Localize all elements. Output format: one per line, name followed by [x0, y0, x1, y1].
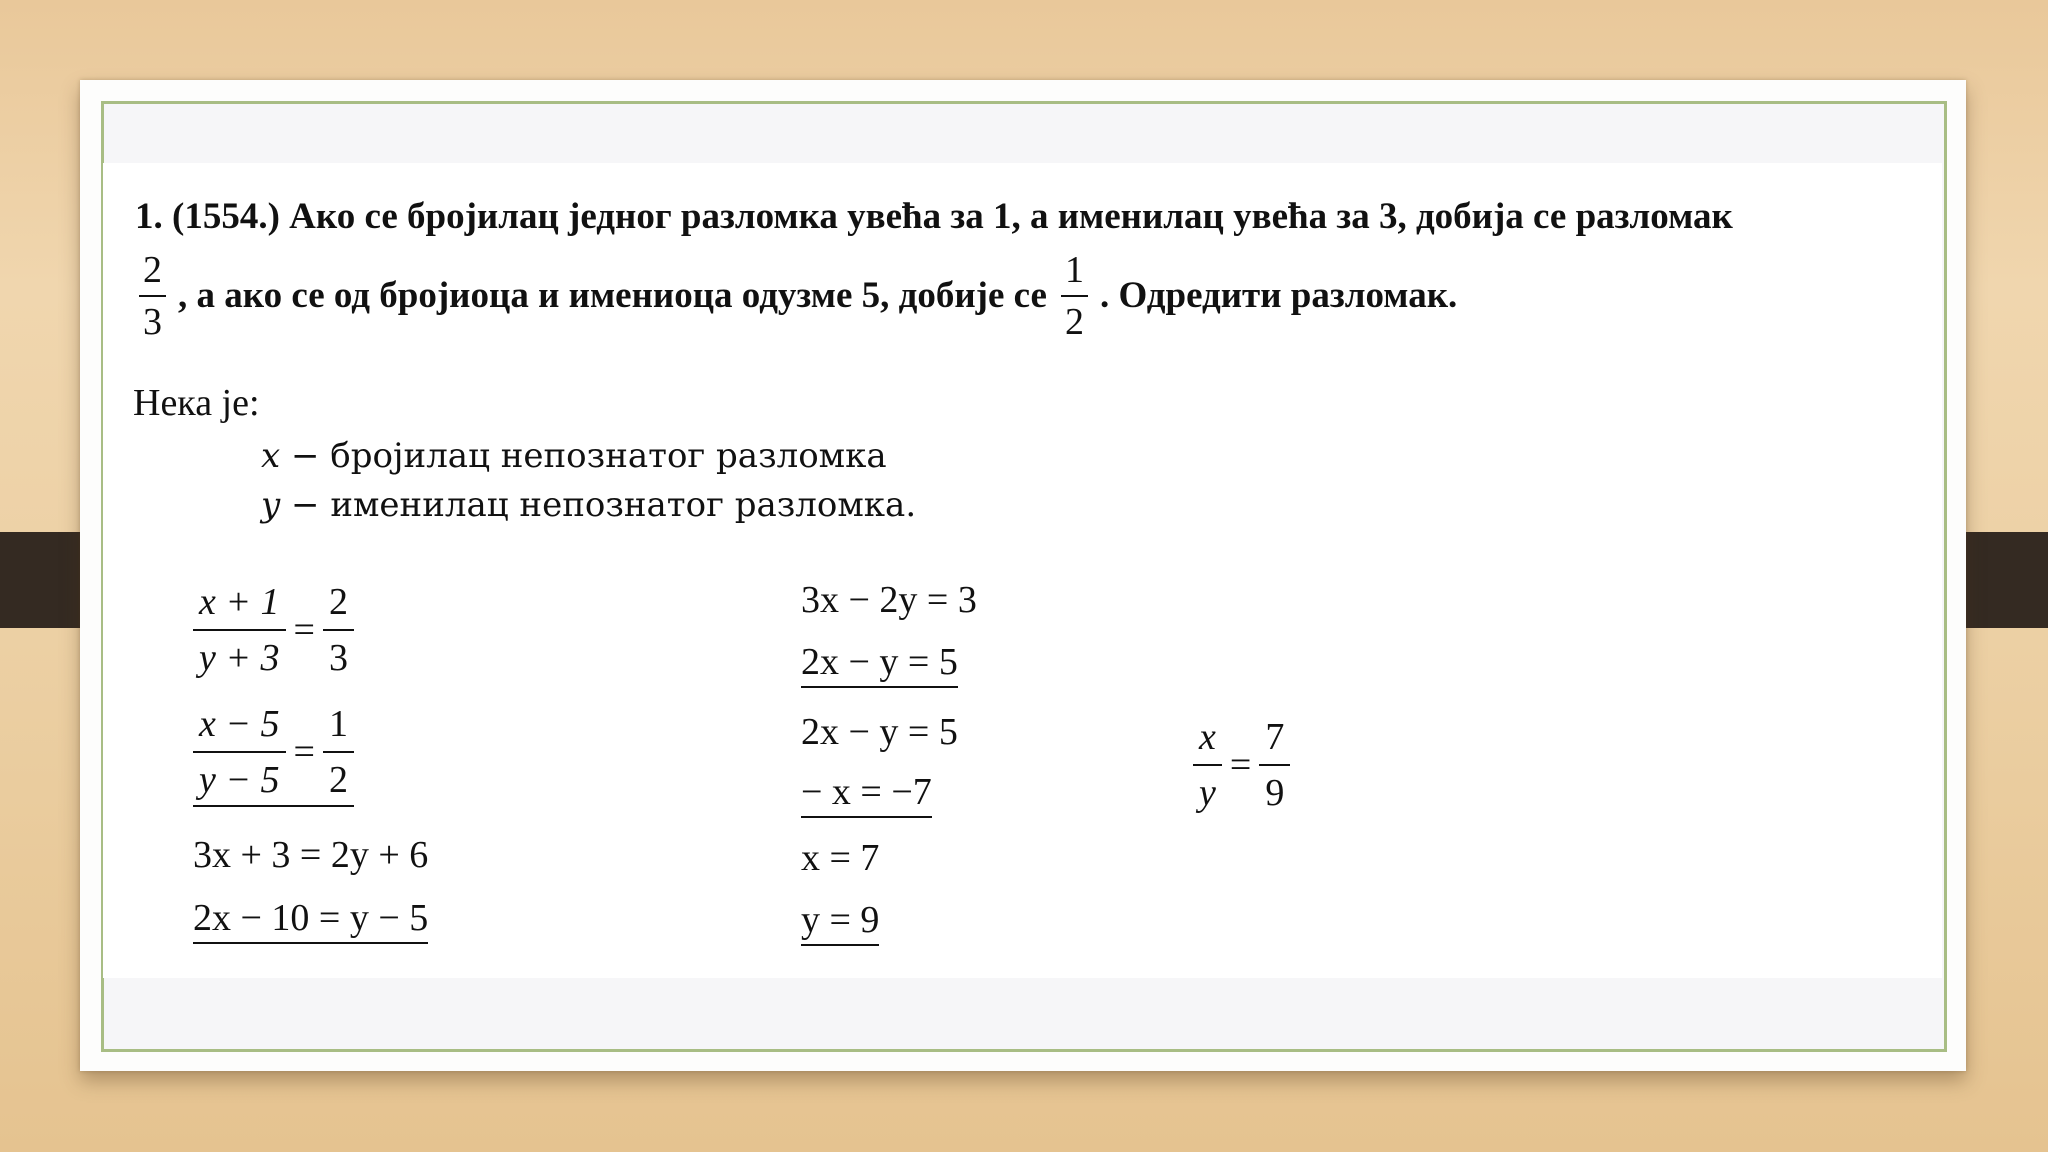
- problem-end-text: . Одредити разломак.: [1099, 274, 1458, 316]
- definition-x: [261, 436, 887, 476]
- variable-y: y: [261, 485, 281, 525]
- equation-2-lhs: [193, 705, 286, 799]
- result-lhs-num: x: [1193, 718, 1222, 766]
- equation-1-rhs-den: 3: [328, 637, 348, 679]
- problem-line-2: [135, 251, 1457, 341]
- solution-intro: Нека је:: [133, 382, 260, 424]
- result-lhs-den: y: [1199, 772, 1216, 814]
- equals-sign: =: [293, 609, 315, 651]
- equation-2-rhs-den: 2: [328, 759, 348, 801]
- equation-4: 2x − 10 = y − 5: [193, 896, 428, 944]
- fraction-one-half: [1061, 251, 1088, 341]
- problem-line-1: 1. (1554.) Ако се бројилац једног разломка увећа за 1, а именилац увећа за 3, добија се разломак: [135, 196, 1733, 237]
- solution-x: x = 7: [801, 837, 880, 879]
- result-rhs-den: 9: [1265, 772, 1285, 814]
- equation-1-rhs-num: 2: [323, 583, 354, 631]
- system-eq-3: 2x − y = 5: [801, 711, 958, 753]
- definition-y: [261, 485, 916, 525]
- variable-x: x: [261, 436, 281, 476]
- equation-1-lhs: [193, 583, 286, 677]
- fraction-numerator: 2: [139, 251, 166, 297]
- system-eq-1: 3x − 2y = 3: [801, 579, 977, 621]
- problem-middle-text: , а ако се од бројиоца и имениоца одузме 5, добије се: [178, 274, 1047, 316]
- equation-2-lhs-num: x − 5: [193, 705, 286, 753]
- equation-2-lhs-den: y − 5: [199, 759, 280, 801]
- result-lhs: [1193, 718, 1222, 812]
- equation-1-rhs: [323, 583, 354, 677]
- equation-2-rhs: [323, 705, 354, 799]
- result-rhs-num: 7: [1259, 718, 1290, 766]
- equals-sign: =: [1229, 744, 1252, 786]
- result-rhs: [1259, 718, 1290, 812]
- equation-1: [193, 583, 354, 677]
- fraction-numerator: 1: [1061, 251, 1088, 297]
- definition-x-text: − бројилац непознатог разломка: [280, 436, 887, 476]
- system-eq-2: 2x − y = 5: [801, 640, 958, 688]
- system-eq-4: − x = −7: [801, 770, 932, 818]
- fraction-denominator: 3: [143, 301, 162, 343]
- solution-y: y = 9: [801, 898, 879, 946]
- equation-2: [193, 705, 354, 807]
- equals-sign: =: [293, 731, 315, 773]
- fraction-two-thirds: [139, 251, 166, 341]
- equation-3: 3x + 3 = 2y + 6: [193, 834, 429, 876]
- result-fraction: [1193, 718, 1290, 812]
- fraction-denominator: 2: [1064, 301, 1084, 343]
- equation-2-rhs-num: 1: [323, 705, 354, 753]
- definition-y-text: − именилац непознатог разломка.: [280, 485, 917, 525]
- equation-1-lhs-num: x + 1: [193, 583, 286, 631]
- equation-1-lhs-den: y + 3: [199, 637, 280, 679]
- slide-content: [103, 163, 1942, 978]
